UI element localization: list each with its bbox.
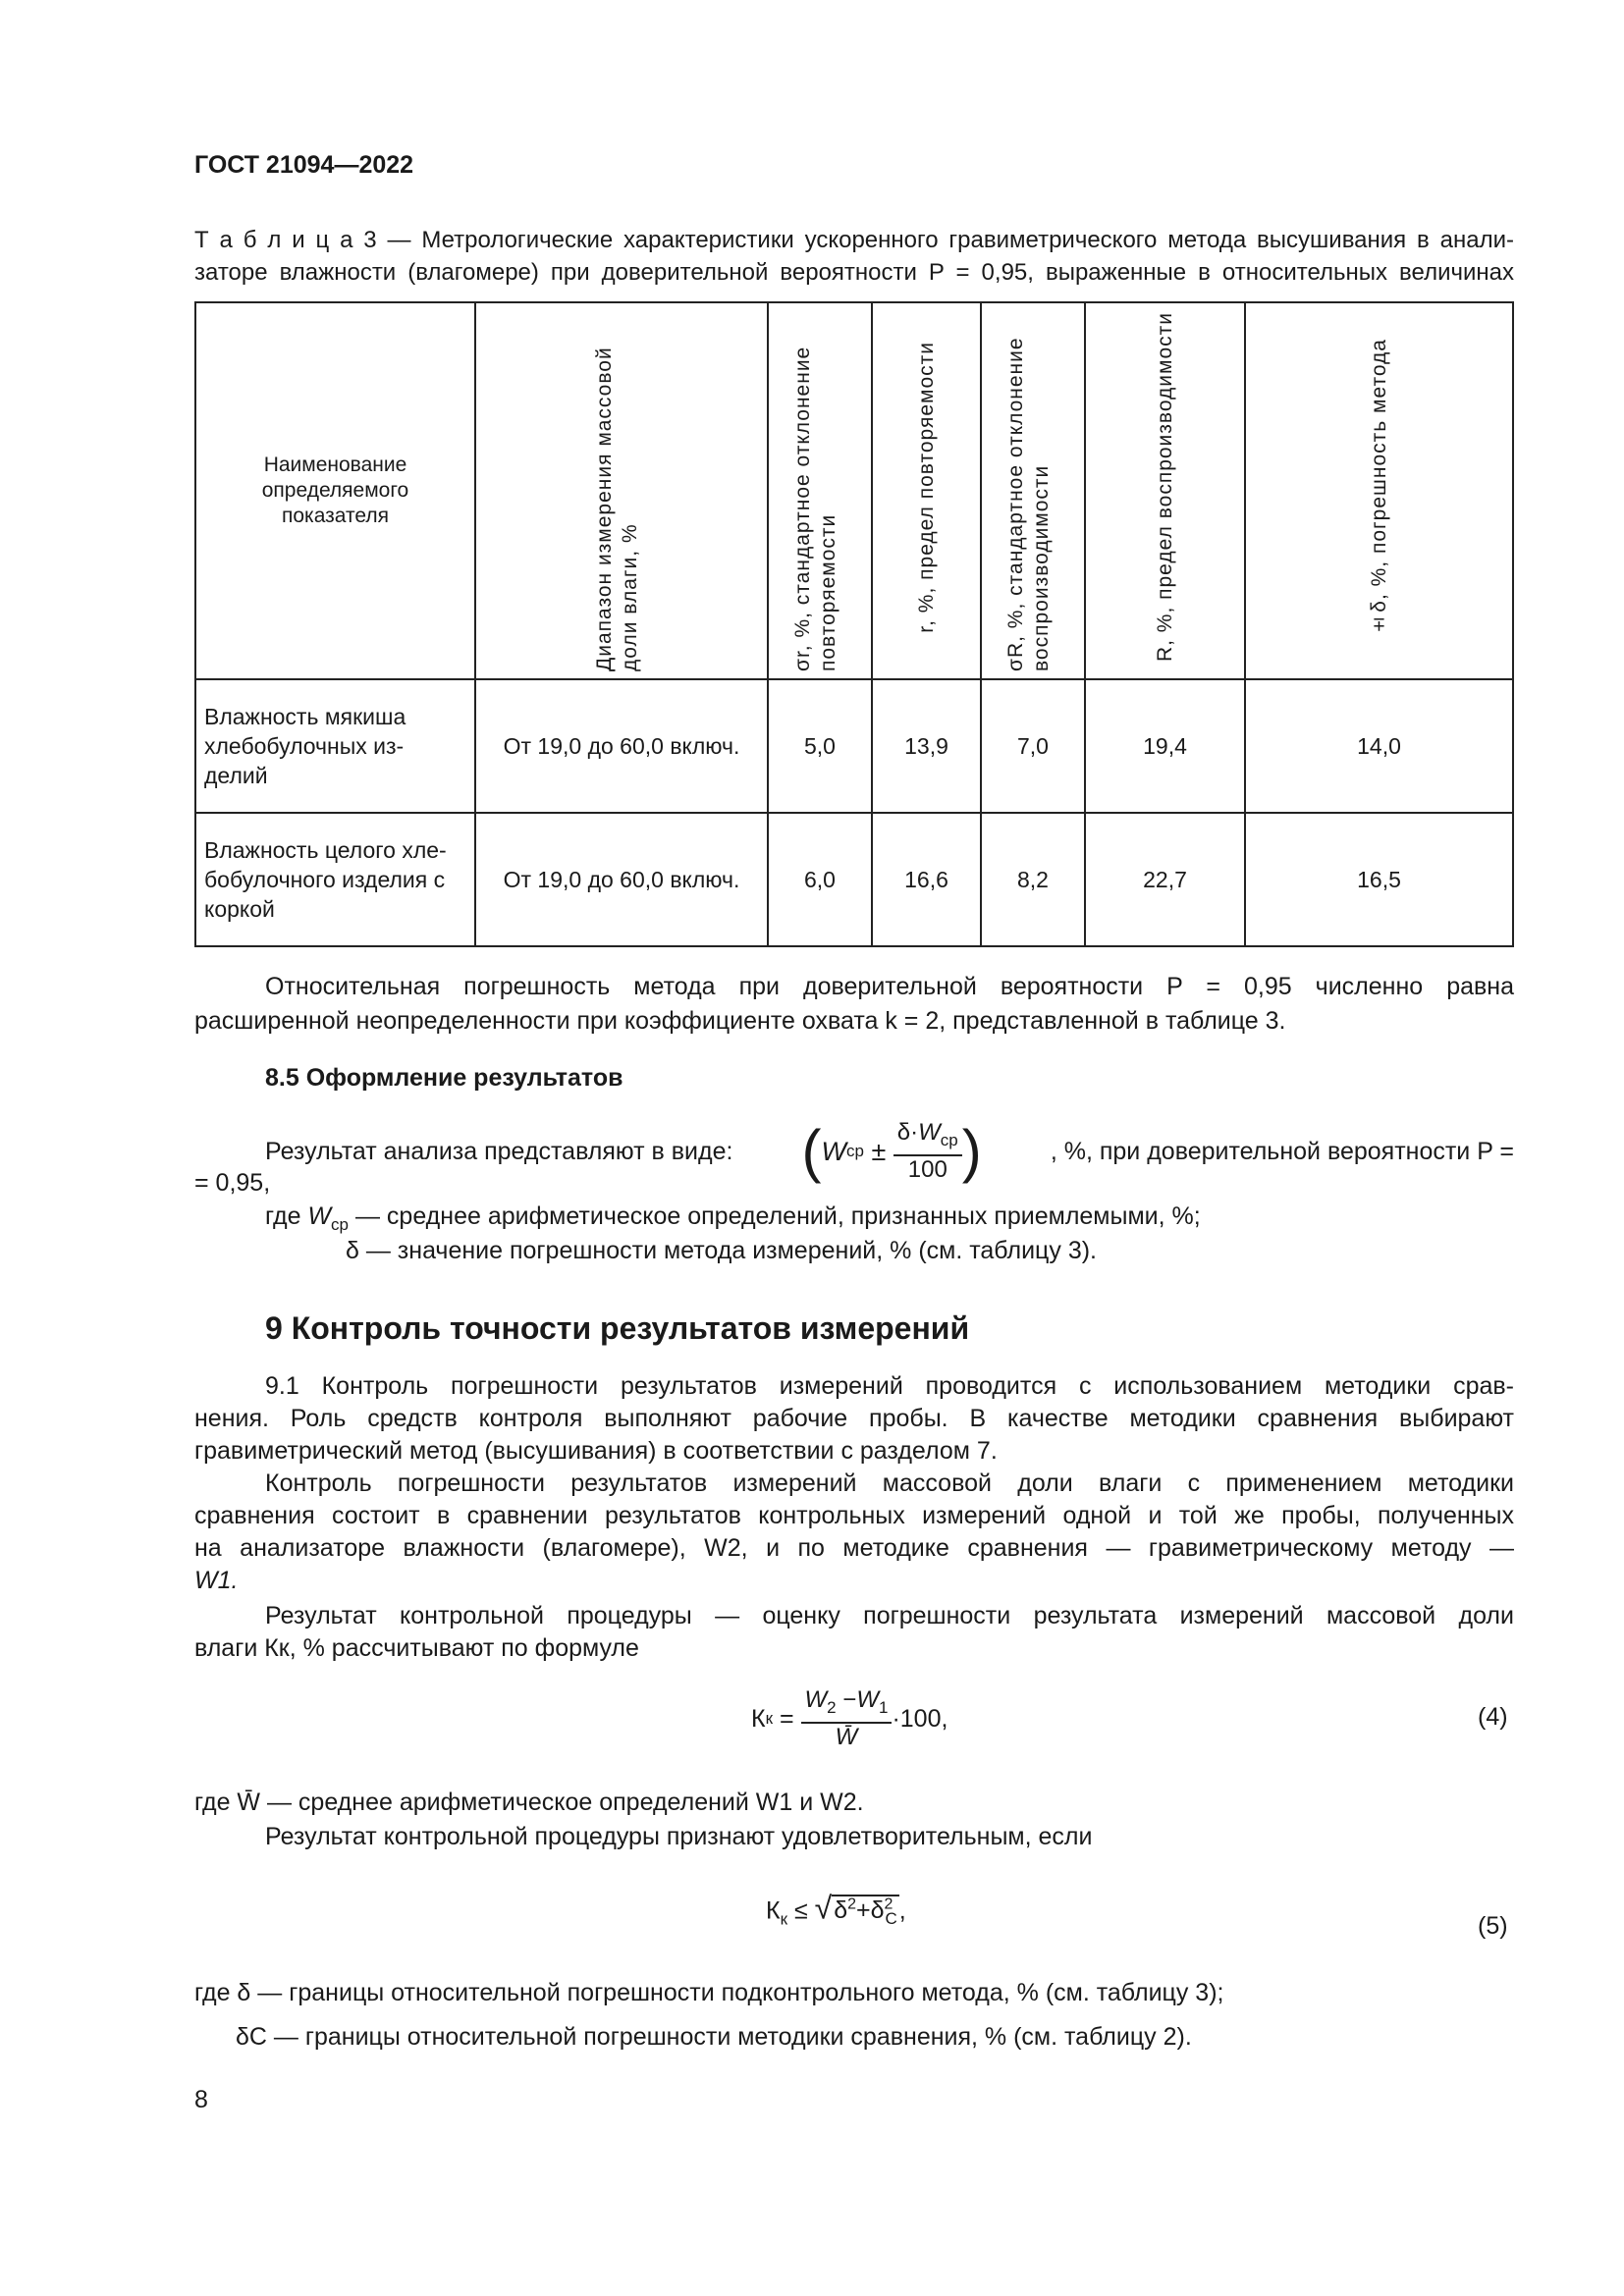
- para-1b: расширенной неопределенности при коэффициенте охвата k = 2, представленной в таблице 3.: [194, 1007, 1286, 1035]
- result-formula-cont: = 0,95,: [194, 1169, 271, 1197]
- equation-5-number: (5): [1478, 1912, 1508, 1940]
- table-caption-2: заторе влажности (влагомере) при доверительной вероятности P = 0,95, выраженные в относительных величинах: [194, 259, 1514, 286]
- where-wcp: где $W_{ср}$ — среднее арифметическое определений, признанных приемлемыми, %;: [265, 1202, 1201, 1234]
- result-formula: ( W ср ± $\frac{\delta\cdot W_{ср}}{100}$ ): [801, 1117, 982, 1184]
- table-row: Влажность мякиша хлебобулочных из-делий От 19,0 до 60,0 включ. 5,0 13,9 7,0 19,4 14,0: [195, 679, 1513, 813]
- s9-line: гравиметрический метод (высушивания) в соответствии с разделом 7.: [194, 1437, 998, 1465]
- s9-line: W1.: [194, 1567, 239, 1594]
- th-sigma-R: σR, %, стандартное отклонение воспроизводимости: [981, 302, 1085, 679]
- th-R: R, %, предел воспроизводимости: [1085, 302, 1245, 679]
- s9-line: на анализаторе влажности (влагомере), W2, и по методике сравнения — гравиметрическому методу —: [194, 1534, 1514, 1562]
- s9-line: сравнения состоит в сравнении результатов контрольных измерений одной и той же пробы, полученных: [194, 1502, 1514, 1529]
- section-9-title: 9 Контроль точности результатов измерений: [265, 1310, 970, 1346]
- th-name: Наименование определяемого показателя: [195, 302, 475, 679]
- s9-line: 9.1 Контроль погрешности результатов измерений проводится с использованием методики срав-: [265, 1372, 1514, 1400]
- th-r: r, %, предел повторяемости: [872, 302, 981, 679]
- s9-line: нения. Роль средств контроля выполняют рабочие пробы. В качестве методики сравнения выбирают: [194, 1405, 1514, 1432]
- table-row: Влажность целого хле-бобулочного изделия с коркой От 19,0 до 60,0 включ. 6,0 16,6 8,2 22,7 16,5: [195, 813, 1513, 946]
- where-delta-1: где δ — границы относительной погрешности подконтрольного метода, % (см. таблицу 3);: [194, 1979, 1224, 2006]
- condition-text: Результат контрольной процедуры признают удовлетворительным, если: [265, 1823, 1093, 1850]
- th-range: Диапазон измерения массовой доли влаги, %: [475, 302, 768, 679]
- s9-line: Контроль погрешности результатов измерений массовой доли влаги с применением методики: [265, 1469, 1514, 1497]
- para-1a: Относительная погрешность метода при доверительной вероятности P = 0,95 численно равна: [265, 973, 1514, 1000]
- equation-4: К к = $\frac{W_2 -W_1}{W̄}$ ·100,: [751, 1686, 948, 1750]
- where-wbar: где W̄ — среднее арифметическое определений W1 и W2.: [194, 1789, 864, 1816]
- equation-5: $К_к \le √\delta^2+\delta^2_C$,: [766, 1890, 906, 1929]
- metrology-table: [194, 301, 1514, 947]
- where-delta: δ — значение погрешности метода измерений, % (см. таблицу 3).: [346, 1237, 1097, 1264]
- where-delta-c: δC — границы относительной погрешности методики сравнения, % (см. таблицу 2).: [236, 2023, 1192, 2051]
- page-number: 8: [194, 2086, 208, 2113]
- doc-header: ГОСТ 21094—2022: [194, 151, 414, 179]
- s9-line: влаги Кк, % рассчитывают по формуле: [194, 1634, 639, 1662]
- th-delta: ±δ, %, погрешность метода: [1245, 302, 1513, 679]
- equation-4-number: (4): [1478, 1703, 1508, 1731]
- th-sigma-r: σr, %, стандартное отклонение повторяемости: [768, 302, 872, 679]
- s9-line: Результат контрольной процедуры — оценку погрешности результата измерений массовой доли: [265, 1602, 1514, 1629]
- section-8-5-title: 8.5 Оформление результатов: [265, 1064, 623, 1092]
- table-caption-1: Т а б л и ц а 3 — Метрологические характеристики ускоренного гравиметрического метода высушивания в анали-: [194, 227, 1514, 253]
- result-formula-line: Результат анализа представляют в виде: ( W ср ± $\frac{\delta\cdot W_{ср}}{100}$ ) , %, при доверительной вероятности P =: [265, 1117, 1514, 1184]
